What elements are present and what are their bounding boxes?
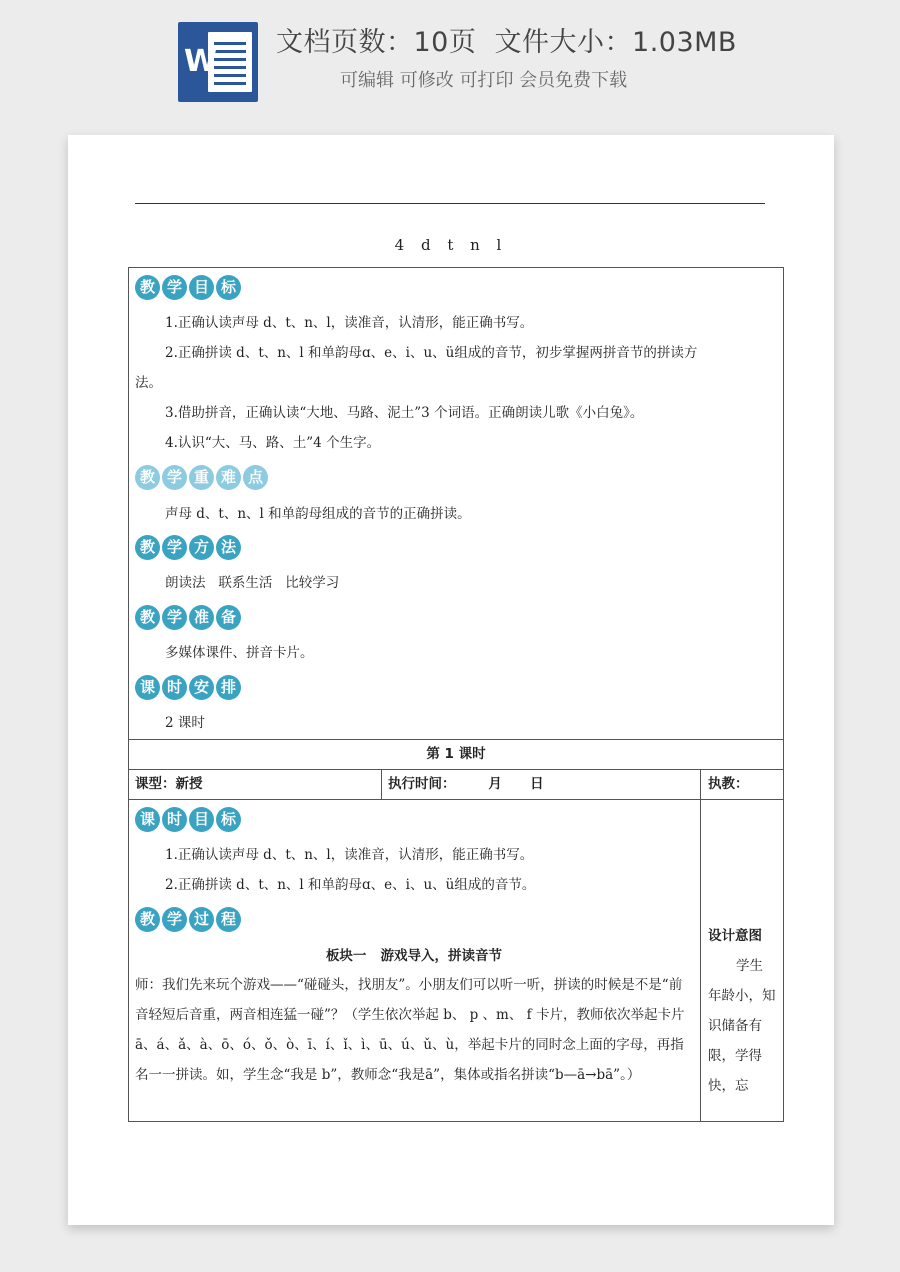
section-heading-schedule: 课 时 安 排 [135,675,243,701]
goal-item: 2.正确拼读 d、t、n、l 和单韵母ɑ、e、i、u、ü组成的音节，初步掌握两拼音节的拼读方 [165,345,698,361]
table-divider [700,769,701,1122]
goal-item: 3.借助拼音，正确认读“大地、马路、泥土”3 个词语。正确朗读儿歌《小白兔》。 [165,405,644,421]
lesson-header: 第 1 课时 [426,746,486,762]
table-divider [128,739,784,740]
process-paragraph: 师：我们先来玩个游戏——“碰碰头，找朋友”。小朋友们可以听一听，拼读的时候是不是“前音轻短后音重，两音相连猛一碰”？（学生依次举起 b、 p 、m、 f 卡片，教师依次举起卡片ā、á、ǎ、à、ō、ó、ǒ、ò、ī、í、ǐ、ì、ū、ú、ǔ、ù，举起卡片的同时念上面的字母，再指名一一拼读。如，学生念“我是 b”，教师念“我是ā”，集体或指名拼读“b—ā→bā”。） [135,977,685,1083]
design-intent-title: 设计意图 [708,928,762,944]
section-heading-goals: 教 学 目 标 [135,275,243,301]
lesson-type: 课型：新授 [135,776,203,792]
download-banner [0,0,900,130]
goal-item: 4.认识“大、马、路、土”4 个生字。 [165,435,381,451]
lesson-goal-item: 1.正确认读声母 d、t、n、l，读准音，认清形，能正确书写。 [165,847,534,863]
block-title: 板块一 游戏导入，拼读音节 [325,948,503,964]
design-intent-text: 学生年龄小，知识储备有限，学得快，忘 [708,958,776,1094]
goal-item: 法。 [135,375,162,391]
table-divider [128,769,784,770]
methods-text: 朗读法 联系生活 比较学习 [165,575,340,591]
preparation-text: 多媒体课件、拼音卡片。 [165,645,314,661]
execution-time: 执行时间： 月 日 [388,776,544,792]
key-points-text: 声母 d、t、n、l 和单韵母组成的音节的正确拼读。 [165,506,471,522]
document-title: 4 d t n l [394,236,508,254]
word-document-icon [178,22,258,102]
schedule-text: 2 课时 [165,715,205,731]
table-divider [381,769,382,799]
section-heading-preparation: 教 学 准 备 [135,605,243,631]
goal-item: 1.正确认读声母 d、t、n、l，读准音，认清形，能正确书写。 [165,315,534,331]
header-rule [135,203,765,204]
section-heading-lesson-goals: 课 时 目 标 [135,807,243,833]
section-heading-process: 教 学 过 程 [135,907,243,933]
banner-subtitle: 可编辑 可修改 可打印 会员免费下载 [340,70,628,91]
section-heading-methods: 教 学 方 法 [135,535,243,561]
teacher-label: 执教： [708,776,749,792]
document-page [68,135,834,1225]
word-logo-letter: W [184,44,218,79]
table-divider [128,799,784,800]
lesson-goal-item: 2.正确拼读 d、t、n、l 和单韵母ɑ、e、i、u、ü组成的音节。 [165,877,536,893]
section-heading-key-points: 教 学 重 难 点 [135,465,270,491]
banner-title: 文档页数：10页 文件大小：1.03MB [276,27,737,58]
